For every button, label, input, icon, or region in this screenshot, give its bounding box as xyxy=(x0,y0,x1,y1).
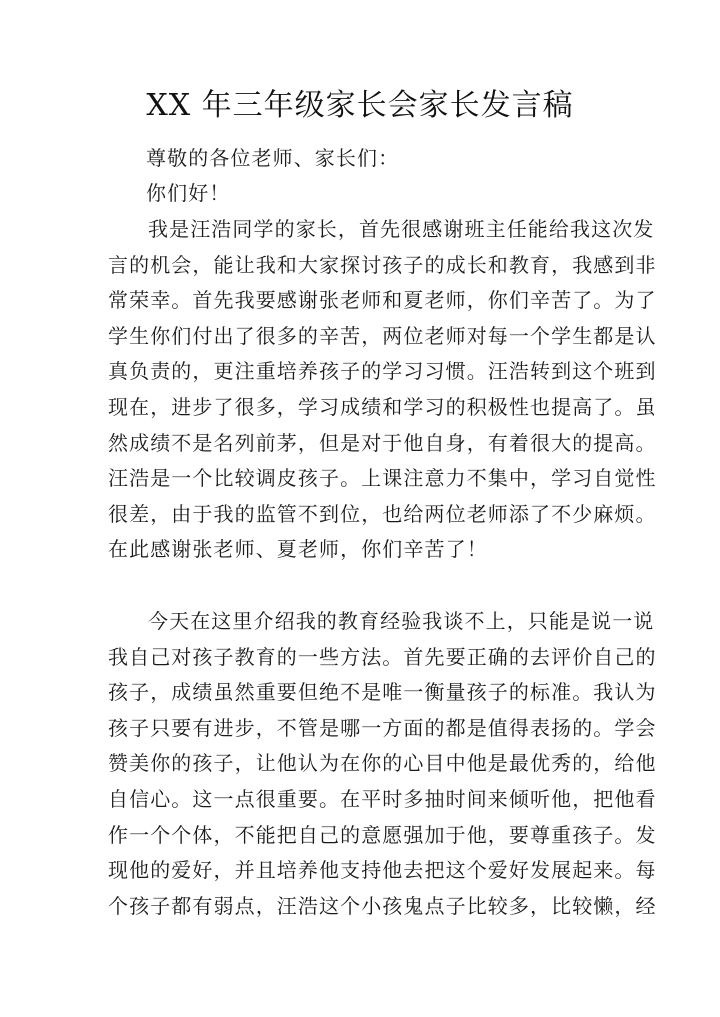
paragraph-2 xyxy=(108,604,657,924)
greeting-block xyxy=(146,141,666,211)
paragraph-line: 汪浩是一个比较调皮孩子。上课注意力不集中，学习自觉性 xyxy=(108,466,657,491)
paragraph-line: 赞美你的孩子，让他认为在你的心目中他是最优秀的，给他 xyxy=(108,751,657,776)
paragraph-line: 孩子只要有进步，不管是哪一方面的都是值得表扬的。学会 xyxy=(108,715,657,740)
paragraph-line: 自信心。这一点很重要。在平时多抽时间来倾听他，把他看 xyxy=(108,786,657,811)
paragraph-line: 然成绩不是名列前茅，但是对于他自身，有着很大的提高。 xyxy=(108,430,657,455)
paragraph-line: 孩子，成绩虽然重要但绝不是唯一衡量孩子的标准。我认为 xyxy=(108,680,657,705)
paragraph-line: 我自己对孩子教育的一些方法。首先要正确的去评价自己的 xyxy=(108,644,657,669)
document-title: XX 年三年级家长会家长发言稿 xyxy=(146,88,574,123)
paragraph-line: 很差，由于我的监管不到位，也给两位老师添了不少麻烦。 xyxy=(108,501,657,526)
paragraph-line: 真负责的，更注重培养孩子的学习习惯。汪浩转到这个班到 xyxy=(108,359,657,384)
paragraph-line: 个孩子都有弱点，汪浩这个小孩鬼点子比较多，比较懒，经 xyxy=(108,893,657,918)
hello-line: 你们好！ xyxy=(146,181,231,205)
paragraph-line: 在此感谢张老师、夏老师，你们辛苦了！ xyxy=(108,537,488,562)
paragraph-line: 今天在这里介绍我的教育经验我谈不上，只能是说一说 xyxy=(148,609,655,633)
paragraph-line: 学生你们付出了很多的辛苦，两位老师对每一个学生都是认 xyxy=(108,323,657,348)
paragraph-line: 现他的爱好，并且培养他支持他去把这个爱好发展起来。每 xyxy=(108,858,657,883)
paragraph-line: 常荣幸。首先我要感谢张老师和夏老师，你们辛苦了。为了 xyxy=(108,288,657,313)
paragraph-line: 作一个个体，不能把自己的意愿强加于他，要尊重孩子。发 xyxy=(108,822,657,847)
paragraph-line: 现在，进步了很多，学习成绩和学习的积极性也提高了。虽 xyxy=(108,394,657,419)
paragraph-line: 我是汪浩同学的家长，首先很感谢班主任能给我这次发 xyxy=(148,217,655,241)
salutation-line: 尊敬的各位老师、家长们： xyxy=(146,146,400,170)
paragraph-1 xyxy=(108,212,657,568)
paragraph-line: 言的机会，能让我和大家探讨孩子的成长和教育，我感到非 xyxy=(108,252,657,277)
